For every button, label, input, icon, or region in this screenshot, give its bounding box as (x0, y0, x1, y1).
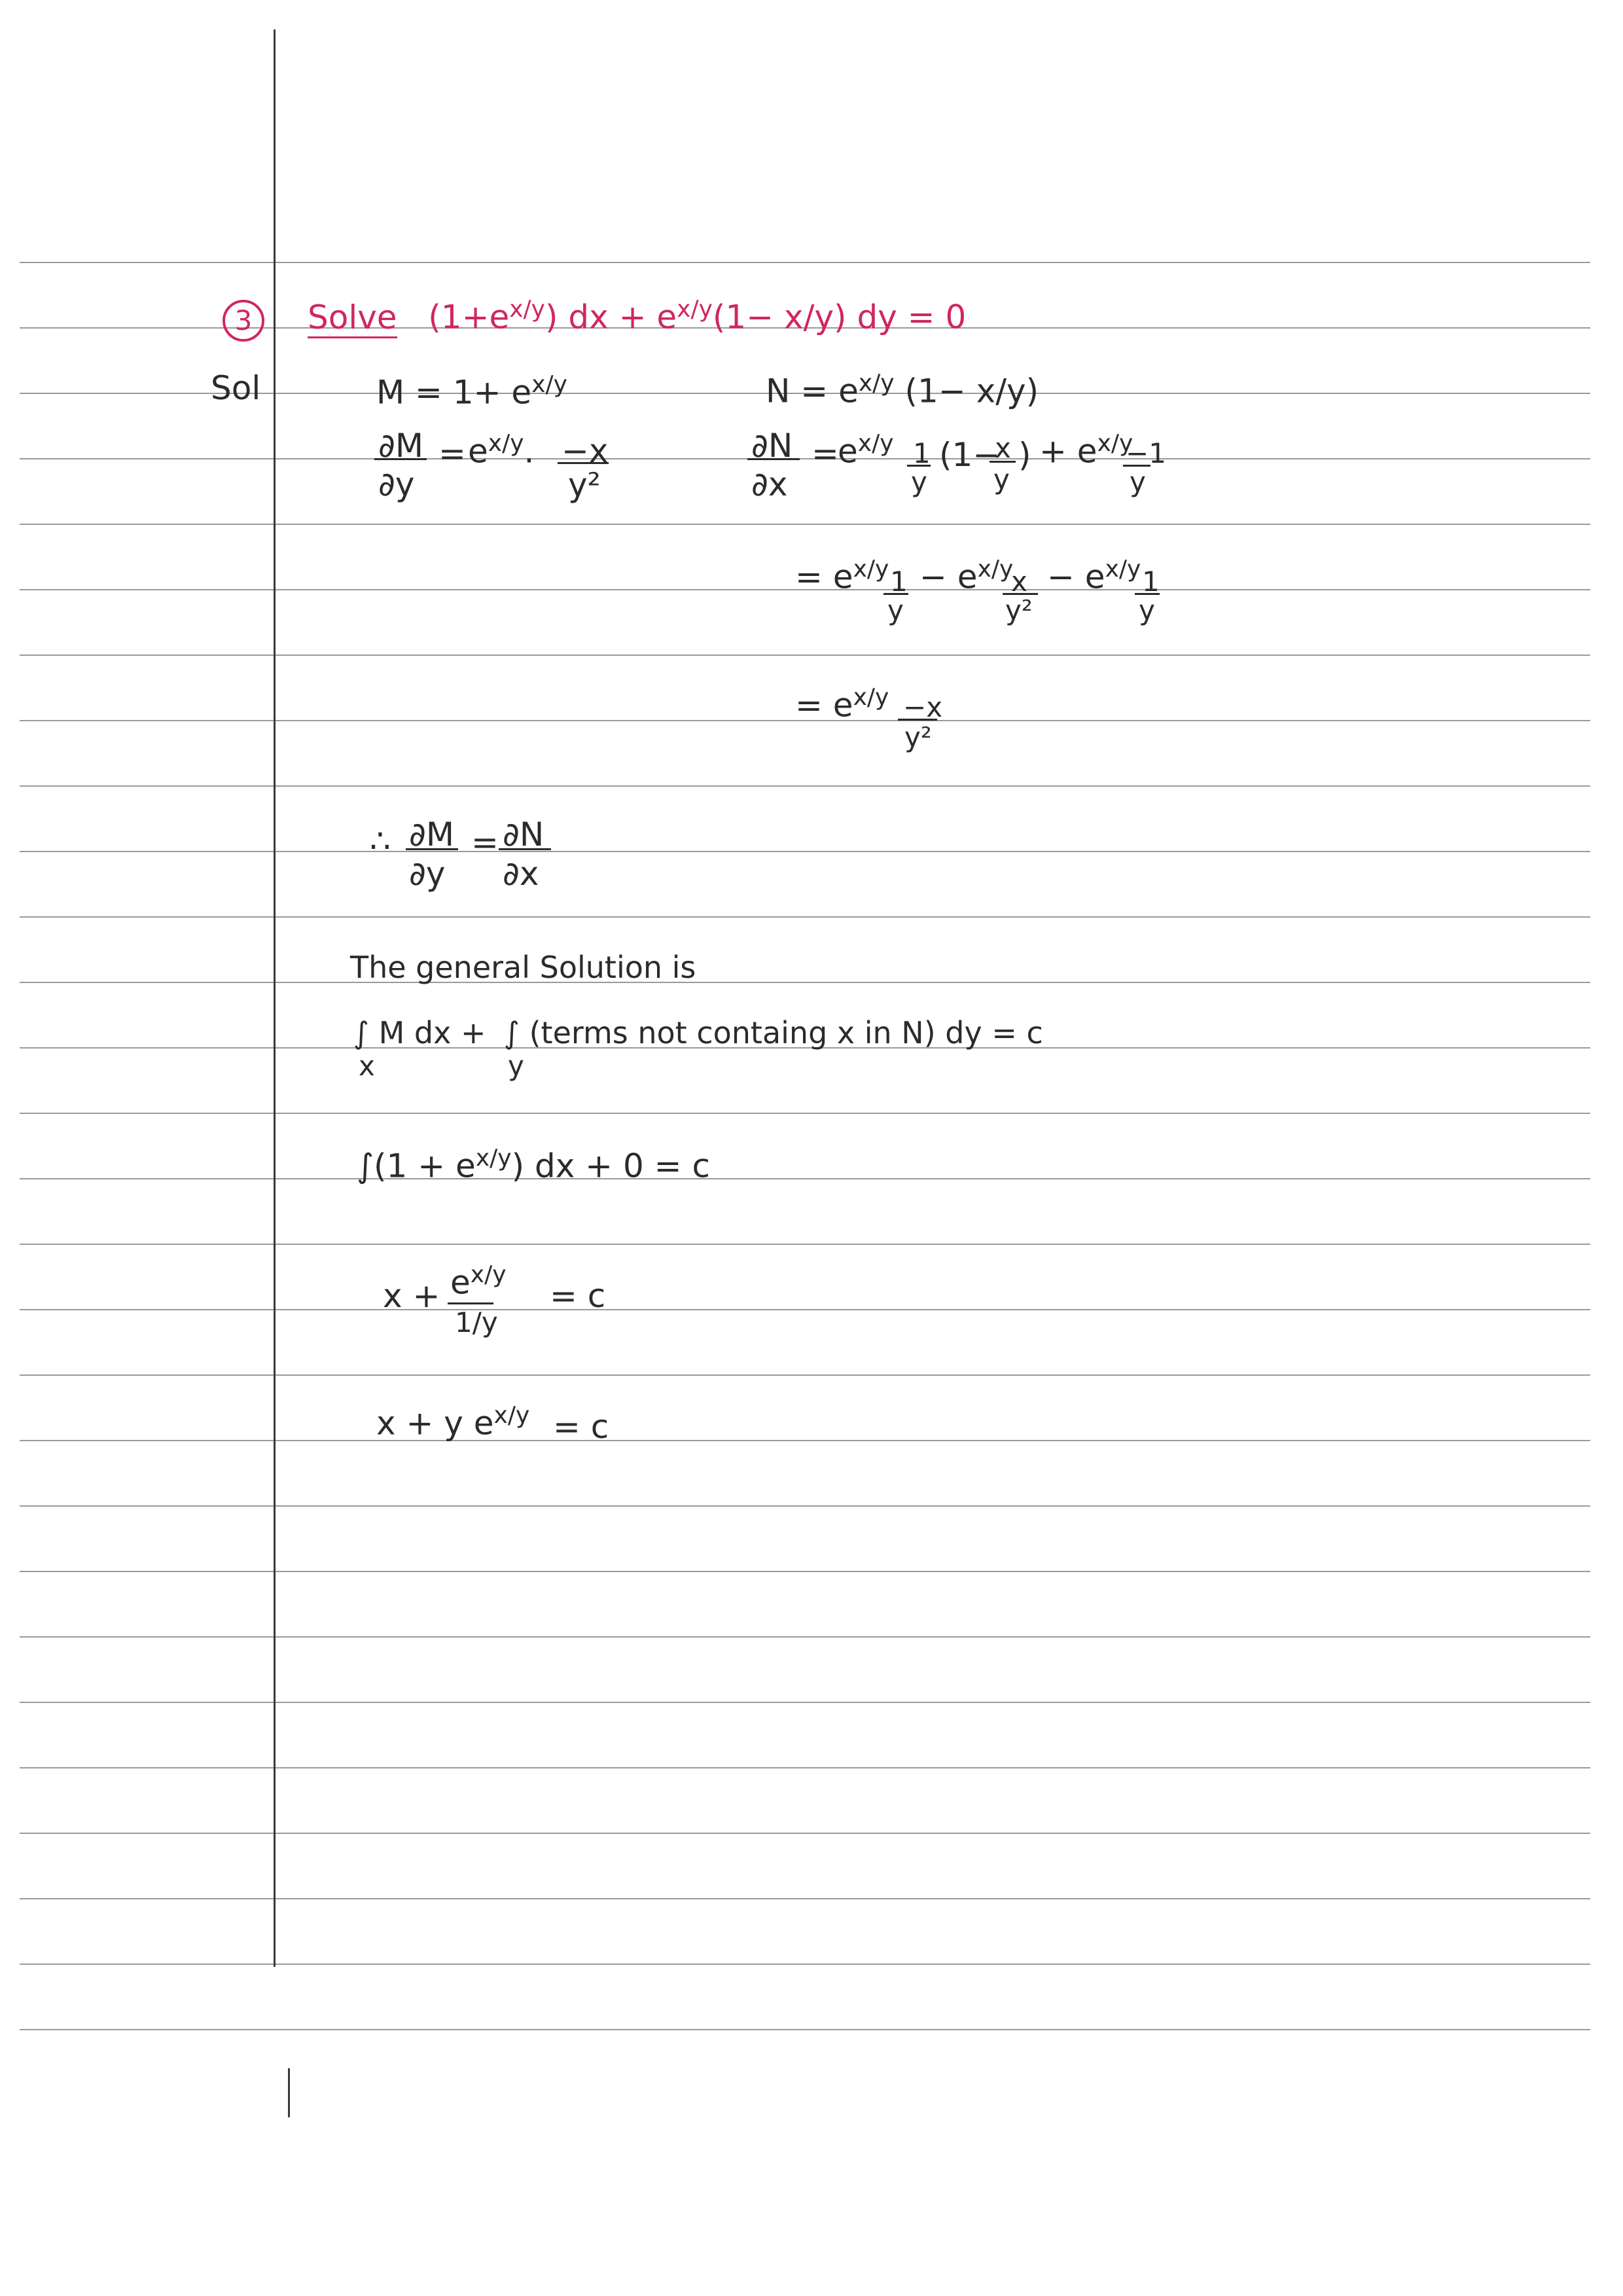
problem-statement (308, 298, 966, 334)
dm-bar (374, 458, 427, 460)
step1-a: ∫(1 + e (357, 1147, 476, 1185)
ruled-line (20, 524, 1590, 525)
dm-num: ∂M (378, 427, 423, 465)
general-solution-text: The general Solution is (350, 950, 696, 985)
dm-expr (468, 430, 535, 471)
therefore-dm-num: ∂M (409, 816, 454, 853)
dn-f3-den: y (1130, 466, 1146, 498)
line3-eq: = e (795, 686, 853, 725)
line2-m1 (919, 558, 1013, 594)
n-definition (766, 372, 1039, 408)
therefore-dn-num: ∂N (503, 816, 544, 853)
margin-line-tail (288, 2068, 290, 2117)
ruled-line (20, 851, 1590, 852)
line2-f2-num: x (1011, 565, 1027, 598)
step1 (357, 1147, 710, 1183)
line2-eq: = e (795, 558, 853, 596)
n-def-tail: (1− x/y) (894, 372, 1039, 410)
ruled-line (20, 458, 1590, 459)
formula-int1: ∫ M dx + (353, 1015, 486, 1050)
step1-b: ) dx + 0 = c (511, 1147, 710, 1185)
step2-eq: = c (550, 1277, 606, 1315)
n-def-text: N = e (766, 372, 859, 410)
ruled-line (20, 1309, 1590, 1310)
formula-sub2: y (508, 1050, 524, 1082)
solve-label: Solve (308, 298, 397, 338)
eq-exp-a: x/y (509, 296, 545, 323)
ruled-line (20, 1244, 1590, 1245)
n-def-exp: x/y (858, 370, 895, 397)
dn-f2-bar (990, 461, 1016, 463)
eq-part-a: (1+e (428, 298, 510, 336)
line2-exp1: x/y (853, 556, 889, 583)
line2-m2 (1047, 558, 1141, 594)
formula-int2: ∫ (terms not containg x in N) dy = c (504, 1015, 1043, 1050)
m-definition (376, 371, 567, 412)
line2-f3-num: 1 (1142, 565, 1160, 598)
dm-frac-den: y² (568, 466, 601, 504)
line3-e (795, 684, 889, 725)
line3-frac-num: −x (903, 691, 943, 723)
ruled-line (20, 982, 1590, 983)
ruled-line (20, 262, 1590, 263)
ruled-line (20, 1374, 1590, 1376)
line2-minus2: − e (1047, 558, 1105, 596)
problem-number: 3 (223, 300, 264, 342)
line3-frac-bar (898, 719, 937, 721)
dn-bar (747, 458, 800, 460)
dn-num: ∂N (751, 427, 793, 465)
step2-a: x + (383, 1277, 440, 1315)
line2-minus1: − e (919, 558, 978, 596)
dn-f2-den: y (993, 463, 1010, 495)
ruled-line (20, 1636, 1590, 1638)
dn-f3-num: −1 (1126, 437, 1166, 469)
sol-label: Sol (211, 369, 261, 407)
dm-eq: = (438, 435, 466, 473)
margin-line (274, 29, 276, 1967)
formula-sub1: x (359, 1050, 375, 1082)
dn-paren: (1− (939, 436, 1001, 474)
line2-f1-den: y (887, 594, 904, 626)
dm-den: ∂y (378, 465, 415, 503)
dn-f1-num: 1 (913, 437, 931, 469)
dn-e1-base: e (838, 432, 858, 471)
line2-f3-den: y (1139, 594, 1155, 626)
ruled-line (20, 1964, 1590, 1965)
step2-e (450, 1261, 507, 1302)
line2-f1-num: 1 (890, 565, 908, 598)
step1-exp: x/y (475, 1145, 512, 1172)
dn-den: ∂x (751, 465, 788, 503)
line2-f2-den: y² (1005, 594, 1033, 626)
dm-e: e (468, 432, 488, 471)
dn-eq: = (812, 435, 839, 473)
dn-e2-exp: x/y (1097, 430, 1133, 457)
ruled-line (20, 2029, 1590, 2030)
dm-frac-num: −x (562, 432, 609, 470)
ruled-line (20, 1505, 1590, 1507)
line2-e1 (795, 558, 889, 594)
ruled-line (20, 1898, 1590, 1899)
line2-exp3: x/y (1105, 556, 1141, 583)
dn-plus-e (1039, 430, 1133, 471)
ruled-line (20, 1571, 1590, 1572)
dn-f2-num: x (995, 432, 1011, 464)
therefore-dn-bar (499, 848, 551, 850)
eq-part-c: (1− x/y) dy = 0 (712, 298, 967, 336)
step2-den: 1/y (455, 1306, 498, 1338)
step2-bar (448, 1302, 493, 1304)
line3-frac-den: y² (904, 721, 932, 753)
ruled-line (20, 1440, 1590, 1441)
ruled-line (20, 1113, 1590, 1114)
ruled-line (20, 655, 1590, 656)
therefore-dm-bar (406, 848, 458, 850)
step2-e-base: e (450, 1263, 471, 1302)
dm-frac-bar (558, 462, 609, 464)
step3-exp: x/y (493, 1402, 530, 1429)
dm-dot: . (524, 432, 535, 471)
ruled-line (20, 1702, 1590, 1703)
dn-f1-den: y (911, 466, 927, 498)
line2-exp2: x/y (977, 556, 1014, 583)
eq-exp-b: x/y (677, 296, 713, 323)
ruled-line (20, 1767, 1590, 1768)
dn-plus: + e (1039, 432, 1097, 471)
step3-a: x + y e (376, 1404, 494, 1443)
dn-e1-exp: x/y (857, 430, 894, 457)
dm-exp: x/y (488, 430, 524, 457)
line3-exp: x/y (853, 684, 889, 711)
step3 (376, 1402, 530, 1443)
ruled-line (20, 1833, 1590, 1834)
ruled-line (20, 1178, 1590, 1179)
dn-e1 (838, 430, 894, 471)
therefore-dm-den: ∂y (409, 855, 446, 893)
m-def-text: M = 1+ e (376, 373, 532, 412)
ruled-line (20, 785, 1590, 787)
step2-exp: x/y (470, 1261, 507, 1288)
therefore-dn-den: ∂x (503, 855, 539, 893)
ruled-line (20, 916, 1590, 918)
step3-eq: = c (553, 1408, 609, 1446)
dn-paren-close: ) (1018, 436, 1031, 474)
m-def-exp: x/y (531, 371, 567, 398)
eq-part-b: ) dx + e (545, 298, 677, 336)
therefore-eq: = (471, 823, 499, 861)
therefore-sym: ∴ (370, 822, 391, 860)
